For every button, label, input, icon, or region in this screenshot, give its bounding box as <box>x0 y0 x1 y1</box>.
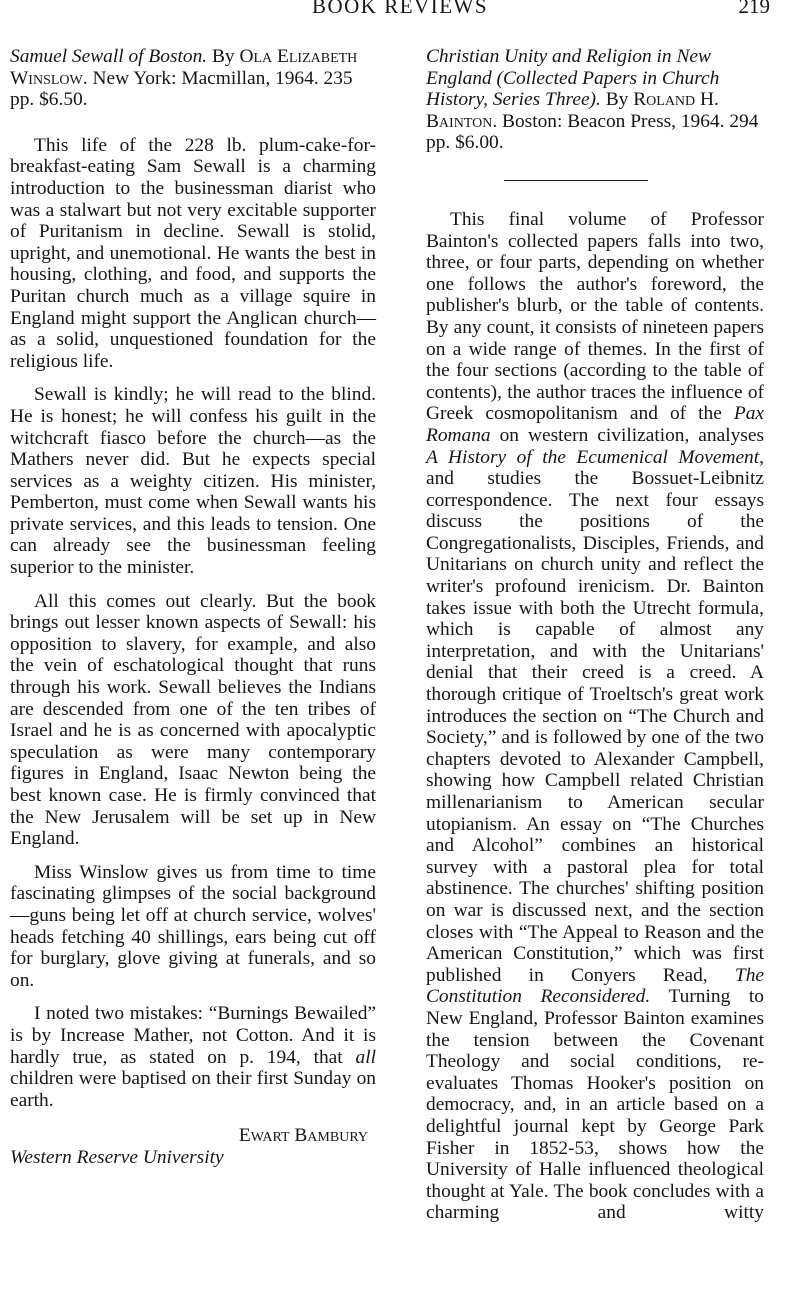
by-word: By <box>605 89 629 111</box>
running-head <box>0 0 800 20</box>
book-title: Christian Unity and Religion in New England (Collected Papers in Church History, Series Three). <box>426 46 720 111</box>
right-column <box>426 46 764 1236</box>
text-run: and studies the Bossuet-Leibnitz correspondence. The next four essays discuss the positions of the Congregationalists, Disciples, Friends, and Unitarians on church unity and reflect the writer's profound irenicism. Dr. Bainton takes issue with both the Utrecht formula, which is capable of almost any interpretation, and with the Unitarians' denial that their creed is a creed. A thorough critique of Troeltsch's great work introduces the section on “The Church and Society,” and is followed by one of the two chapters devoted to Alexander Campbell, showing how Campbell related Christian millenarianism to American secular utopianism. An essay on “The Churches and Alcohol” combines an historical survey with a pastoral plea for total abstinence. The churches' shifting position on war is discussed next, and the section closes with “The Appeal to Reason and the American Constitution,” which was first published in Conyers Read, <box>426 468 764 986</box>
section-divider <box>504 180 648 181</box>
running-title: BOOK REVIEWS <box>311 0 489 18</box>
emphasis-text: all <box>355 1046 376 1068</box>
text-run: I noted two mistakes: “Burnings Bewailed” is by Increase Mather, not Cotton. And it is hardly true, as stated on p. 194, that <box>10 1003 376 1068</box>
text-run: This final volume of Professor Bainton's collected papers falls into two, three, or four parts, depending on whether one follows the author's foreword, the publisher's blurb, or the table of contents. By any count, it consists of nineteen papers on a wide range of themes. In the first of the four sections (according to the table of contents), the author traces the influence of Greek cosmopolitanism and of the <box>426 208 764 425</box>
review-heading-sewall <box>10 46 376 111</box>
book-author: Ola Elizabeth Winslow. <box>10 46 358 89</box>
review-paragraph <box>426 209 764 1224</box>
publication-info: New York: Macmillan, 1964. 235 pp. $6.50. <box>10 67 353 111</box>
left-column <box>10 46 376 1169</box>
by-word: By <box>212 46 235 67</box>
review-paragraph-final <box>10 1003 376 1111</box>
review-paragraph: All this comes out clearly. But the book brings out lesser known aspects of Sewall: his opposition to slavery, for example, and also the vein of eschatological thought that runs through his work. Sewall believes the Indians are descended from one of the ten tribes of Israel and he is as concerned with apocalyptic speculation as were many contemporary figures in England, Isaac Newton being the best known case. He is firmly convinced that the New Jerusalem will be set up in New England. <box>10 590 376 850</box>
text-run: children were baptised on their first Sunday on earth. <box>10 1068 376 1111</box>
reviewer-name: Ewart Bambury <box>238 1125 368 1147</box>
review-paragraph: Sewall is kindly; he will read to the blind. He is honest; he will confess his guilt in the witchcraft fiasco before the church—as the Mathers never did. But he expects special services as a weighty citizen. His minister, Pemberton, must come when Sewall wants his private services, and this leads to tension. One can already see the businessman feeling superior to the minister. <box>10 384 376 579</box>
publication-info: Boston: Beacon Press, 1964. 294 pp. $6.00. <box>426 110 759 154</box>
text-run: on western civilization, analyses <box>490 424 764 446</box>
review-heading-bainton <box>426 46 764 154</box>
review-paragraph: Miss Winslow gives us from time to time fascinating glimpses of the social background—guns being let off at church service, wolves' heads fetching 40 shillings, ears being cut off for burglary, glove giving at funerals, and so on. <box>10 861 376 991</box>
emphasis-text: A History of the Ecumenical Movement, <box>426 446 764 468</box>
emphasis-text: The Constitution Reconsidered. <box>426 964 764 1008</box>
review-paragraph: This life of the 228 lb. plum-cake-for-breakfast-eating Sam Sewall is a charming introduction to the businessman diarist who was a stalwart but not very excitable supporter of Puritanism in decline. Sewall is stolid, upright, and unemotional. He wants the best in housing, clothing, and food, and supports the Puritan church much as a village squire in England might support the Anglican church—as a solid, unquestioned foundation for the religious life. <box>10 134 376 372</box>
book-title: Samuel Sewall of Boston. <box>10 46 208 67</box>
page-number: 219 <box>738 0 770 18</box>
emphasis-text: Pax Romana <box>426 403 764 446</box>
reviewer-affiliation: Western Reserve University <box>10 1146 224 1168</box>
book-author: Roland H. Bainton. <box>426 89 719 132</box>
text-run: Turning to New England, Professor Bainton examines the tension between the Covenant Theology and social conditions, re-evaluates Thomas Hooker's position on democracy, and, in an article based on a delightful journal kept by George Park Fisher in 1852-53, shows how the University of Halle influenced theological thought at Yale. The book concludes with a charming and witty <box>426 986 765 1224</box>
